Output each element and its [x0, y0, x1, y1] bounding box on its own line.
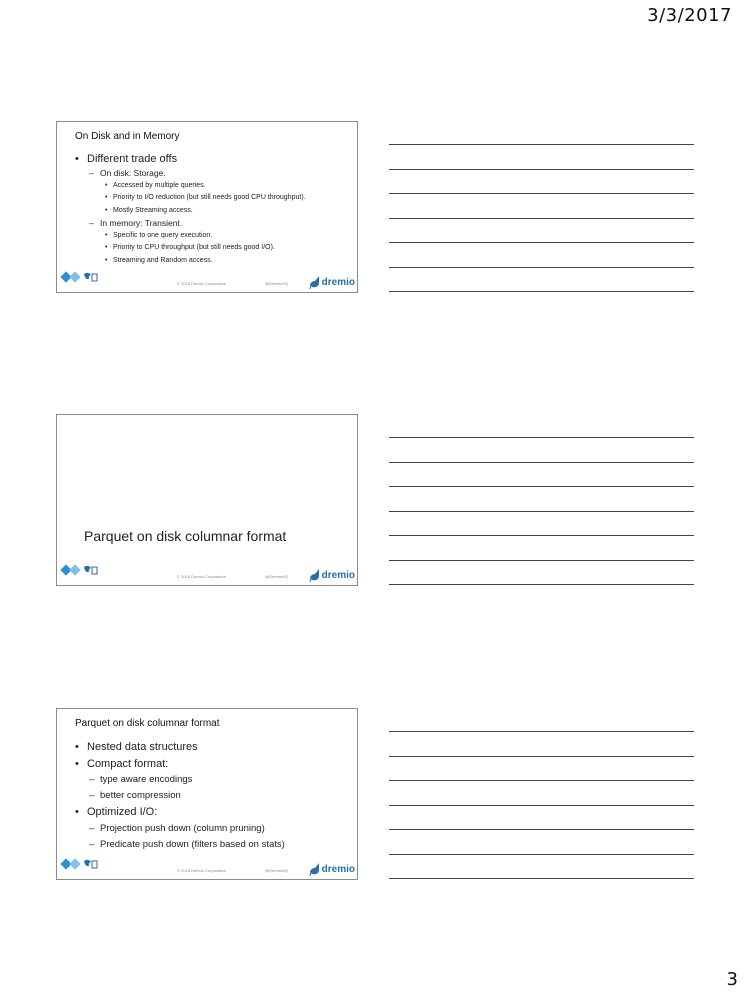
- bullet-item: • Streaming and Random access.: [75, 255, 351, 268]
- note-line: [389, 193, 694, 194]
- note-line: [389, 486, 694, 487]
- bullet-item: – On disk: Storage.: [75, 167, 351, 180]
- bullet-item: – better compression: [75, 788, 351, 804]
- copyright-text: © 2016 Dremio Corporation: [177, 574, 226, 579]
- note-line: [389, 780, 694, 781]
- slide-footer: [57, 563, 357, 585]
- bullet-item: • Specific to one query execution.: [75, 230, 351, 243]
- note-line: [389, 267, 694, 268]
- page-number: 3: [726, 969, 738, 990]
- twitter-handle: @DremioHQ: [265, 574, 288, 579]
- twitter-handle: @DremioHQ: [265, 868, 288, 873]
- dremio-narwhal-icon: [309, 275, 321, 289]
- bullet-item: • Nested data structures: [75, 739, 351, 756]
- bullet-item: – Projection push down (column pruning): [75, 821, 351, 837]
- note-line: [389, 878, 694, 879]
- note-line: [389, 462, 694, 463]
- note-line: [389, 756, 694, 757]
- note-line: [389, 829, 694, 830]
- note-line: [389, 584, 694, 585]
- dremio-logo: [309, 568, 355, 582]
- slide-footer: [57, 857, 357, 879]
- slide-title: On Disk and in Memory: [75, 131, 180, 142]
- notes-lines-1: [389, 144, 694, 316]
- note-line: [389, 854, 694, 855]
- bullet-item: – In memory: Transient.: [75, 217, 351, 230]
- note-line: [389, 560, 694, 561]
- print-date: 3/3/2017: [647, 5, 732, 26]
- slide-thumbnail-1: [56, 121, 358, 293]
- note-line: [389, 437, 694, 438]
- notes-lines-3: [389, 731, 694, 903]
- dremio-wordmark: dremio: [321, 276, 355, 288]
- dremio-wordmark: dremio: [321, 863, 355, 875]
- bullet-item: • Optimized I/O:: [75, 804, 351, 821]
- notes-lines-2: [389, 437, 694, 609]
- slide-bullet-list: [75, 739, 351, 853]
- slide-title: Parquet on disk columnar format: [75, 718, 220, 729]
- dremio-narwhal-icon: [309, 862, 321, 876]
- note-line: [389, 511, 694, 512]
- bullet-item: • Priority to CPU throughput (but still needs good I/O).: [75, 242, 351, 255]
- shapes-logo-icon: [60, 563, 100, 582]
- note-line: [389, 805, 694, 806]
- slide-thumbnail-3: [56, 708, 358, 880]
- dremio-wordmark: dremio: [321, 569, 355, 581]
- note-line: [389, 242, 694, 243]
- bullet-item: • Mostly Streaming access.: [75, 205, 351, 218]
- copyright-text: © 2016 Dremio Corporation: [177, 868, 226, 873]
- note-line: [389, 291, 694, 292]
- note-line: [389, 144, 694, 145]
- bullet-item: • Priority to I/O reduction (but still needs good CPU throughput).: [75, 192, 351, 205]
- bullet-item: • Accessed by multiple queries.: [75, 180, 351, 193]
- bullet-item: • Compact format:: [75, 756, 351, 773]
- shapes-logo-icon: [60, 270, 100, 289]
- copyright-text: © 2016 Dremio Corporation: [177, 281, 226, 286]
- note-line: [389, 169, 694, 170]
- section-title: Parquet on disk columnar format: [84, 528, 287, 544]
- bullet-item: – Predicate push down (filters based on stats): [75, 837, 351, 853]
- note-line: [389, 535, 694, 536]
- twitter-handle: @DremioHQ: [265, 281, 288, 286]
- slide-thumbnail-2: [56, 414, 358, 586]
- dremio-narwhal-icon: [309, 568, 321, 582]
- dremio-logo: [309, 862, 355, 876]
- dremio-logo: [309, 275, 355, 289]
- slide-bullet-list: [75, 152, 351, 267]
- note-line: [389, 731, 694, 732]
- bullet-item: • Different trade offs: [75, 152, 351, 167]
- note-line: [389, 218, 694, 219]
- bullet-item: – type aware encodings: [75, 772, 351, 788]
- slide-footer: [57, 270, 357, 292]
- shapes-logo-icon: [60, 857, 100, 876]
